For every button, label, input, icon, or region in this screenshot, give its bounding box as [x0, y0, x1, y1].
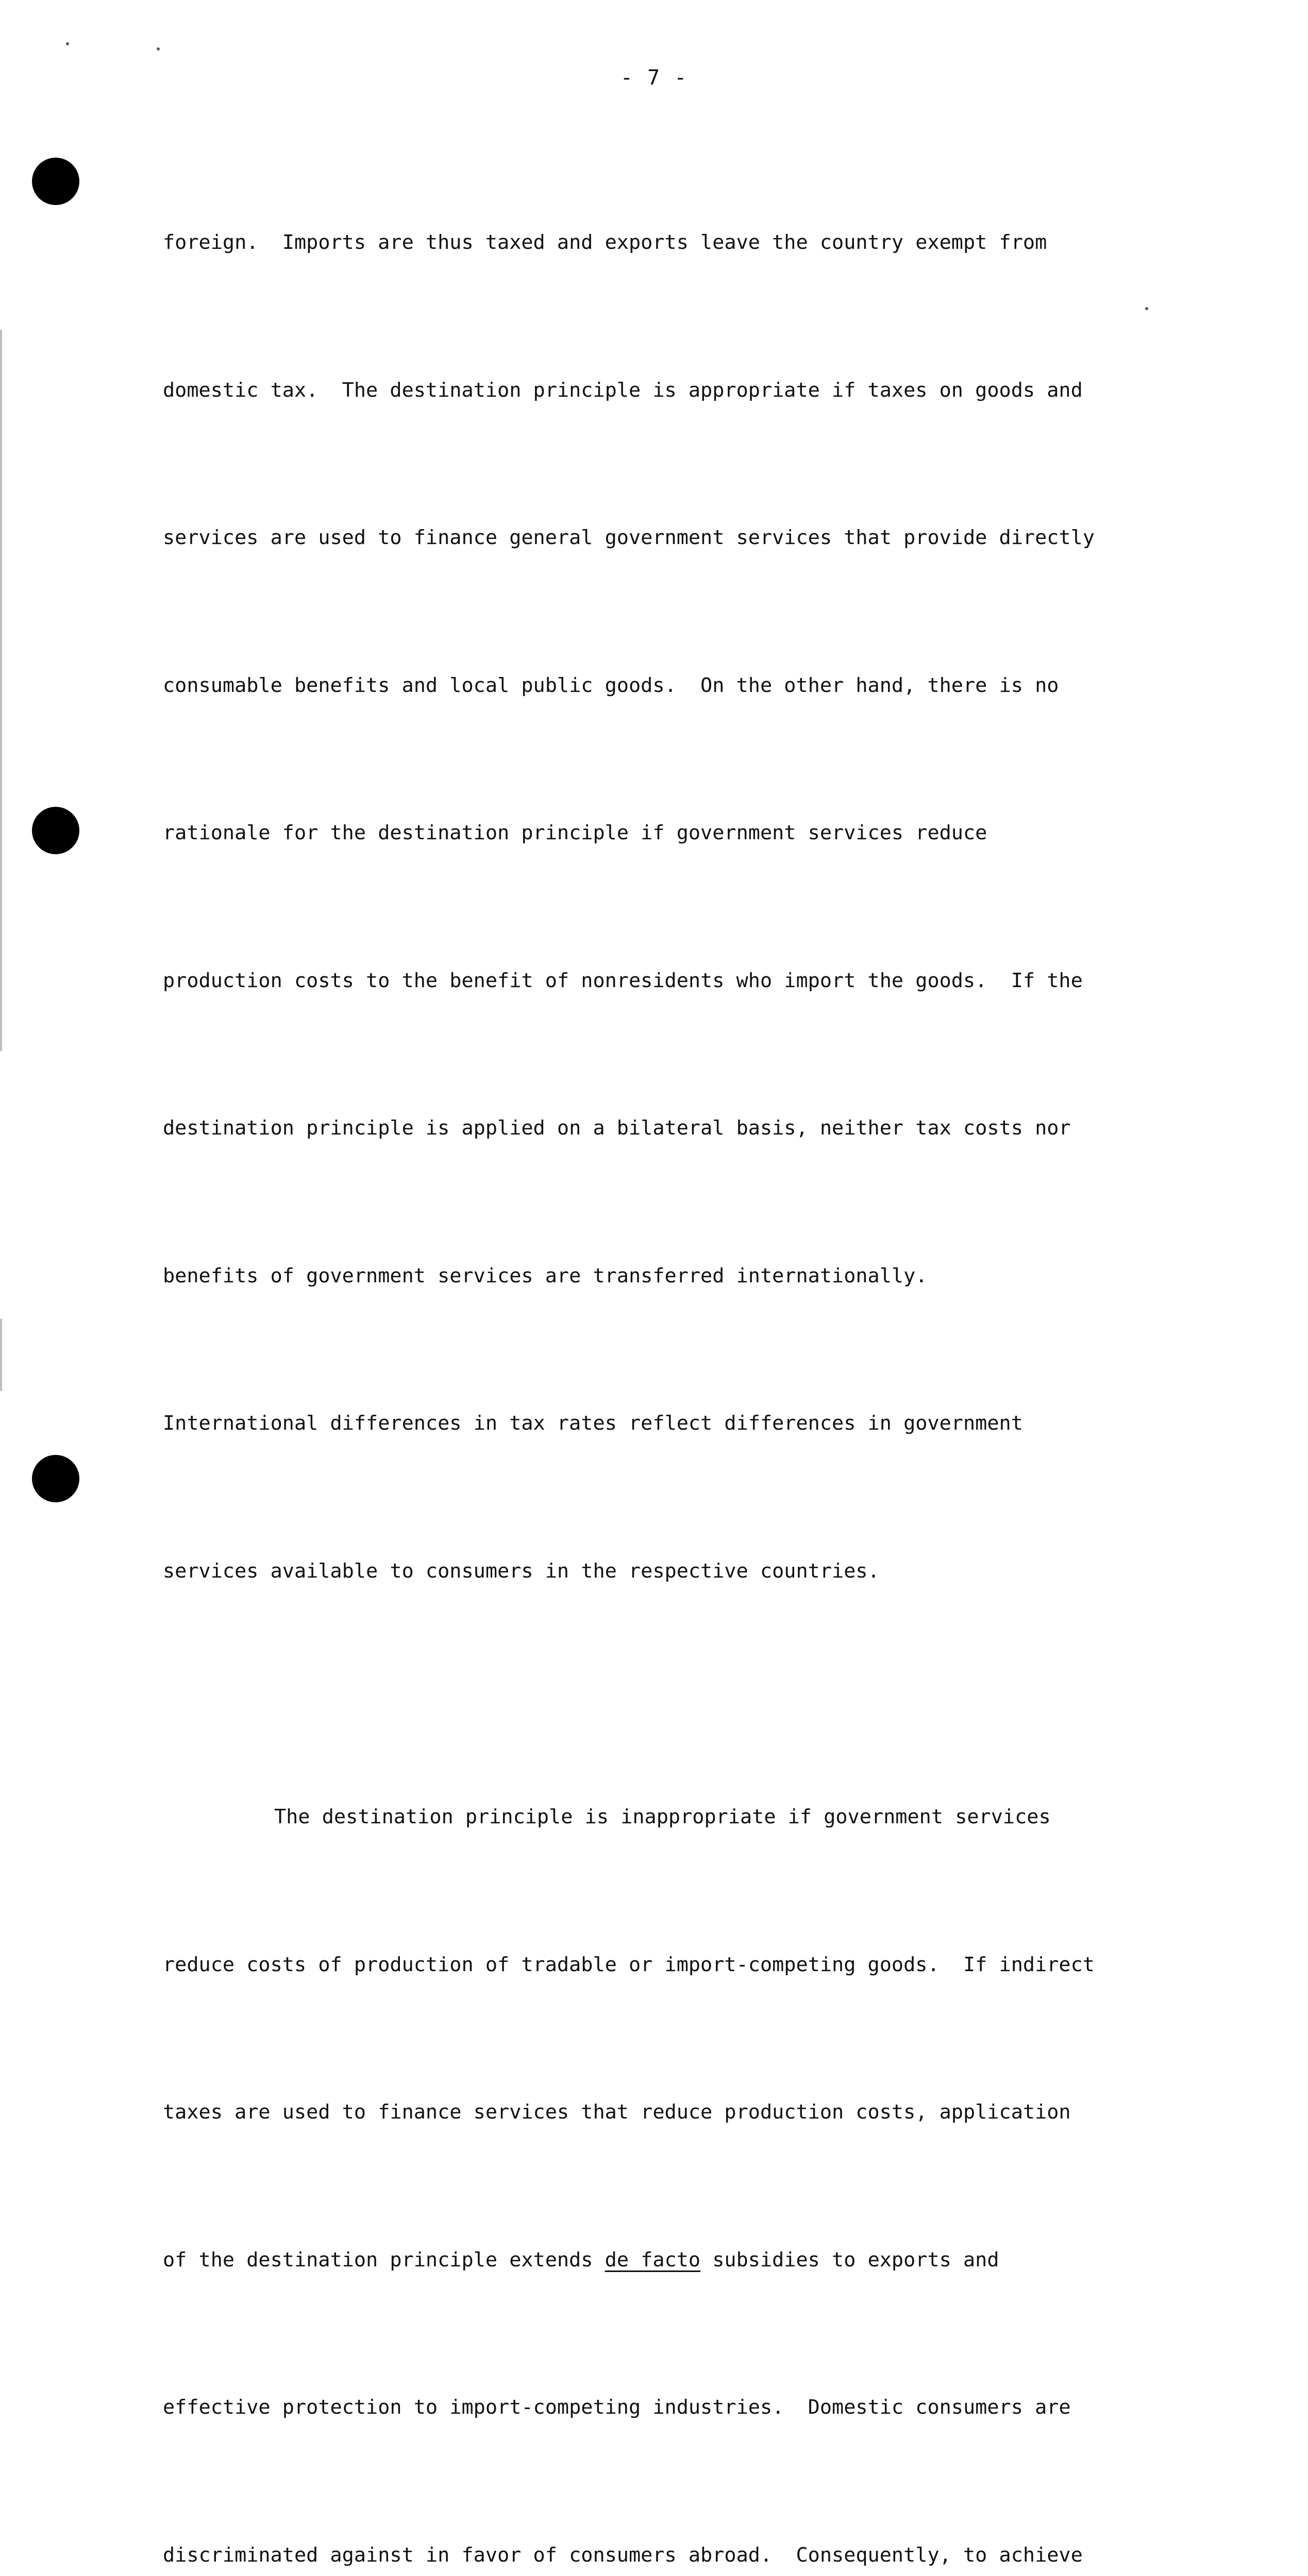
scan-edge-shadow: [0, 330, 2, 1051]
text-line: effective protection to import-competing industries. Domestic consumers are: [163, 2383, 1147, 2432]
scan-speck: [66, 42, 69, 45]
text-line: consumable benefits and local public goods. On the other hand, there is no: [163, 661, 1147, 710]
text-line: taxes are used to finance services that reduce production costs, application: [163, 2088, 1147, 2137]
punch-hole-middle: [32, 807, 79, 854]
text-line: foreign. Imports are thus taxed and exports leave the country exempt from: [163, 218, 1147, 267]
paragraph-2: [163, 1694, 1147, 2576]
text-line: reduce costs of production of tradable or import-competing goods. If indirect: [163, 1940, 1147, 1990]
text-line-with-underline: [163, 2235, 1147, 2285]
punch-hole-bottom: [32, 1455, 79, 1502]
text-line: destination principle is applied on a bilateral basis, neither tax costs nor: [163, 1104, 1147, 1153]
punch-hole-top: [32, 158, 79, 205]
text-line: rationale for the destination principle if government services reduce: [163, 808, 1147, 858]
text-line: production costs to the benefit of nonresidents who import the goods. If the: [163, 956, 1147, 1006]
text-line: services are used to finance general government services that provide directly: [163, 513, 1147, 563]
text-line: benefits of government services are transferred internationally.: [163, 1251, 1147, 1301]
paragraph-1: [163, 120, 1147, 1694]
scan-edge-shadow-lower: [0, 1319, 2, 1391]
text-line: domestic tax. The destination principle is appropriate if taxes on goods and: [163, 366, 1147, 415]
text-line: services available to consumers in the respective countries.: [163, 1547, 1147, 1596]
page-number: - 7 -: [0, 66, 1308, 90]
body-text: [163, 120, 1147, 2576]
text-segment: subsidies to exports and: [700, 2248, 999, 2272]
text-segment: of the destination principle extends: [163, 2248, 605, 2272]
underlined-phrase: de facto: [605, 2248, 700, 2272]
text-line: International differences in tax rates reflect differences in government: [163, 1399, 1147, 1448]
text-line: The destination principle is inappropriate if government services: [163, 1792, 1147, 1842]
scan-speck: [157, 47, 160, 50]
text-line: discriminated against in favor of consumers abroad. Consequently, to achieve: [163, 2531, 1147, 2576]
